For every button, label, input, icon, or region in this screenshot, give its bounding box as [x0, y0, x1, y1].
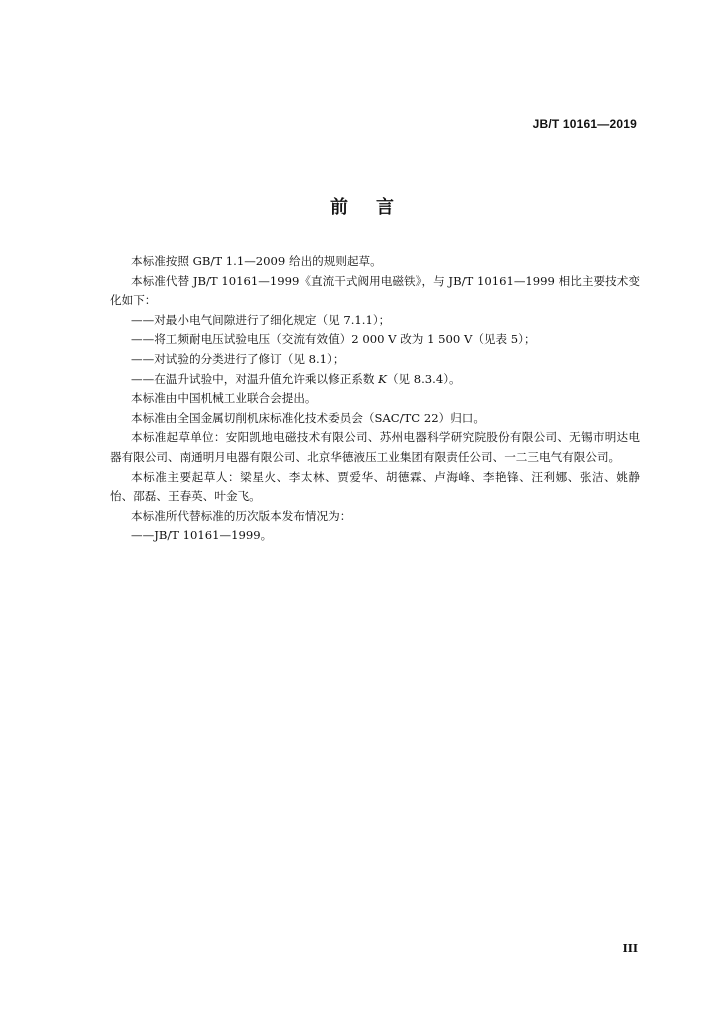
history-item: ——JB/T 10161—1999。 — [131, 528, 273, 543]
page-number: III — [622, 942, 638, 955]
paragraph-replacement: 本标准代替 JB/T 10161—1999《直流干式阀用电磁铁》，与 JB/T 10161—1999 相比主要技术变化如下： — [110, 273, 640, 308]
change-item-voltage: ——将工频耐电压试验电压（交流有效值）2 000 V 改为 1 500 V（见表 5）； — [131, 332, 536, 347]
paragraph-drafters: 本标准主要起草人：梁星火、李太林、贾爱华、胡德霖、卢海峰、李艳锋、汪利娜、张洁、姚静怡、邵磊、王春英、叶金飞。 — [110, 469, 640, 504]
change-item-temperature-post: （见 8.3.4）。 — [386, 371, 461, 386]
page-title: 前言 — [330, 197, 422, 218]
foreword-body — [110, 252, 640, 546]
paragraph-history-intro: 本标准所代替标准的历次版本发布情况为： — [131, 508, 352, 523]
paragraph-proposer: 本标准由中国机械工业联合会提出。 — [131, 391, 317, 406]
paragraph-committee: 本标准由全国金属切削机床标准化技术委员会（SAC/TC 22）归口。 — [131, 410, 485, 425]
change-item-temperature — [110, 370, 640, 390]
correction-factor-symbol: K — [378, 371, 387, 386]
change-item-temperature-pre: ——在温升试验中，对温升值允许乘以修正系数 — [131, 371, 379, 386]
document-code: JB/T 10161—2019 — [532, 117, 637, 131]
change-item-clearance: ——对最小电气间隙进行了细化规定（见 7.1.1）； — [131, 312, 391, 327]
paragraph-drafting-units: 本标准起草单位：安阳凯地电磁技术有限公司、苏州电器科学研究院股份有限公司、无锡市明达电器有限公司、南通明月电器有限公司、北京华德液压工业集团有限责任公司、一二三电气有限公司。 — [110, 430, 640, 464]
change-item-classification: ——对试验的分类进行了修订（见 8.1）； — [131, 351, 345, 366]
paragraph-drafting-rules: 本标准按照 GB/T 1.1—2009 给出的规则起草。 — [131, 254, 382, 268]
